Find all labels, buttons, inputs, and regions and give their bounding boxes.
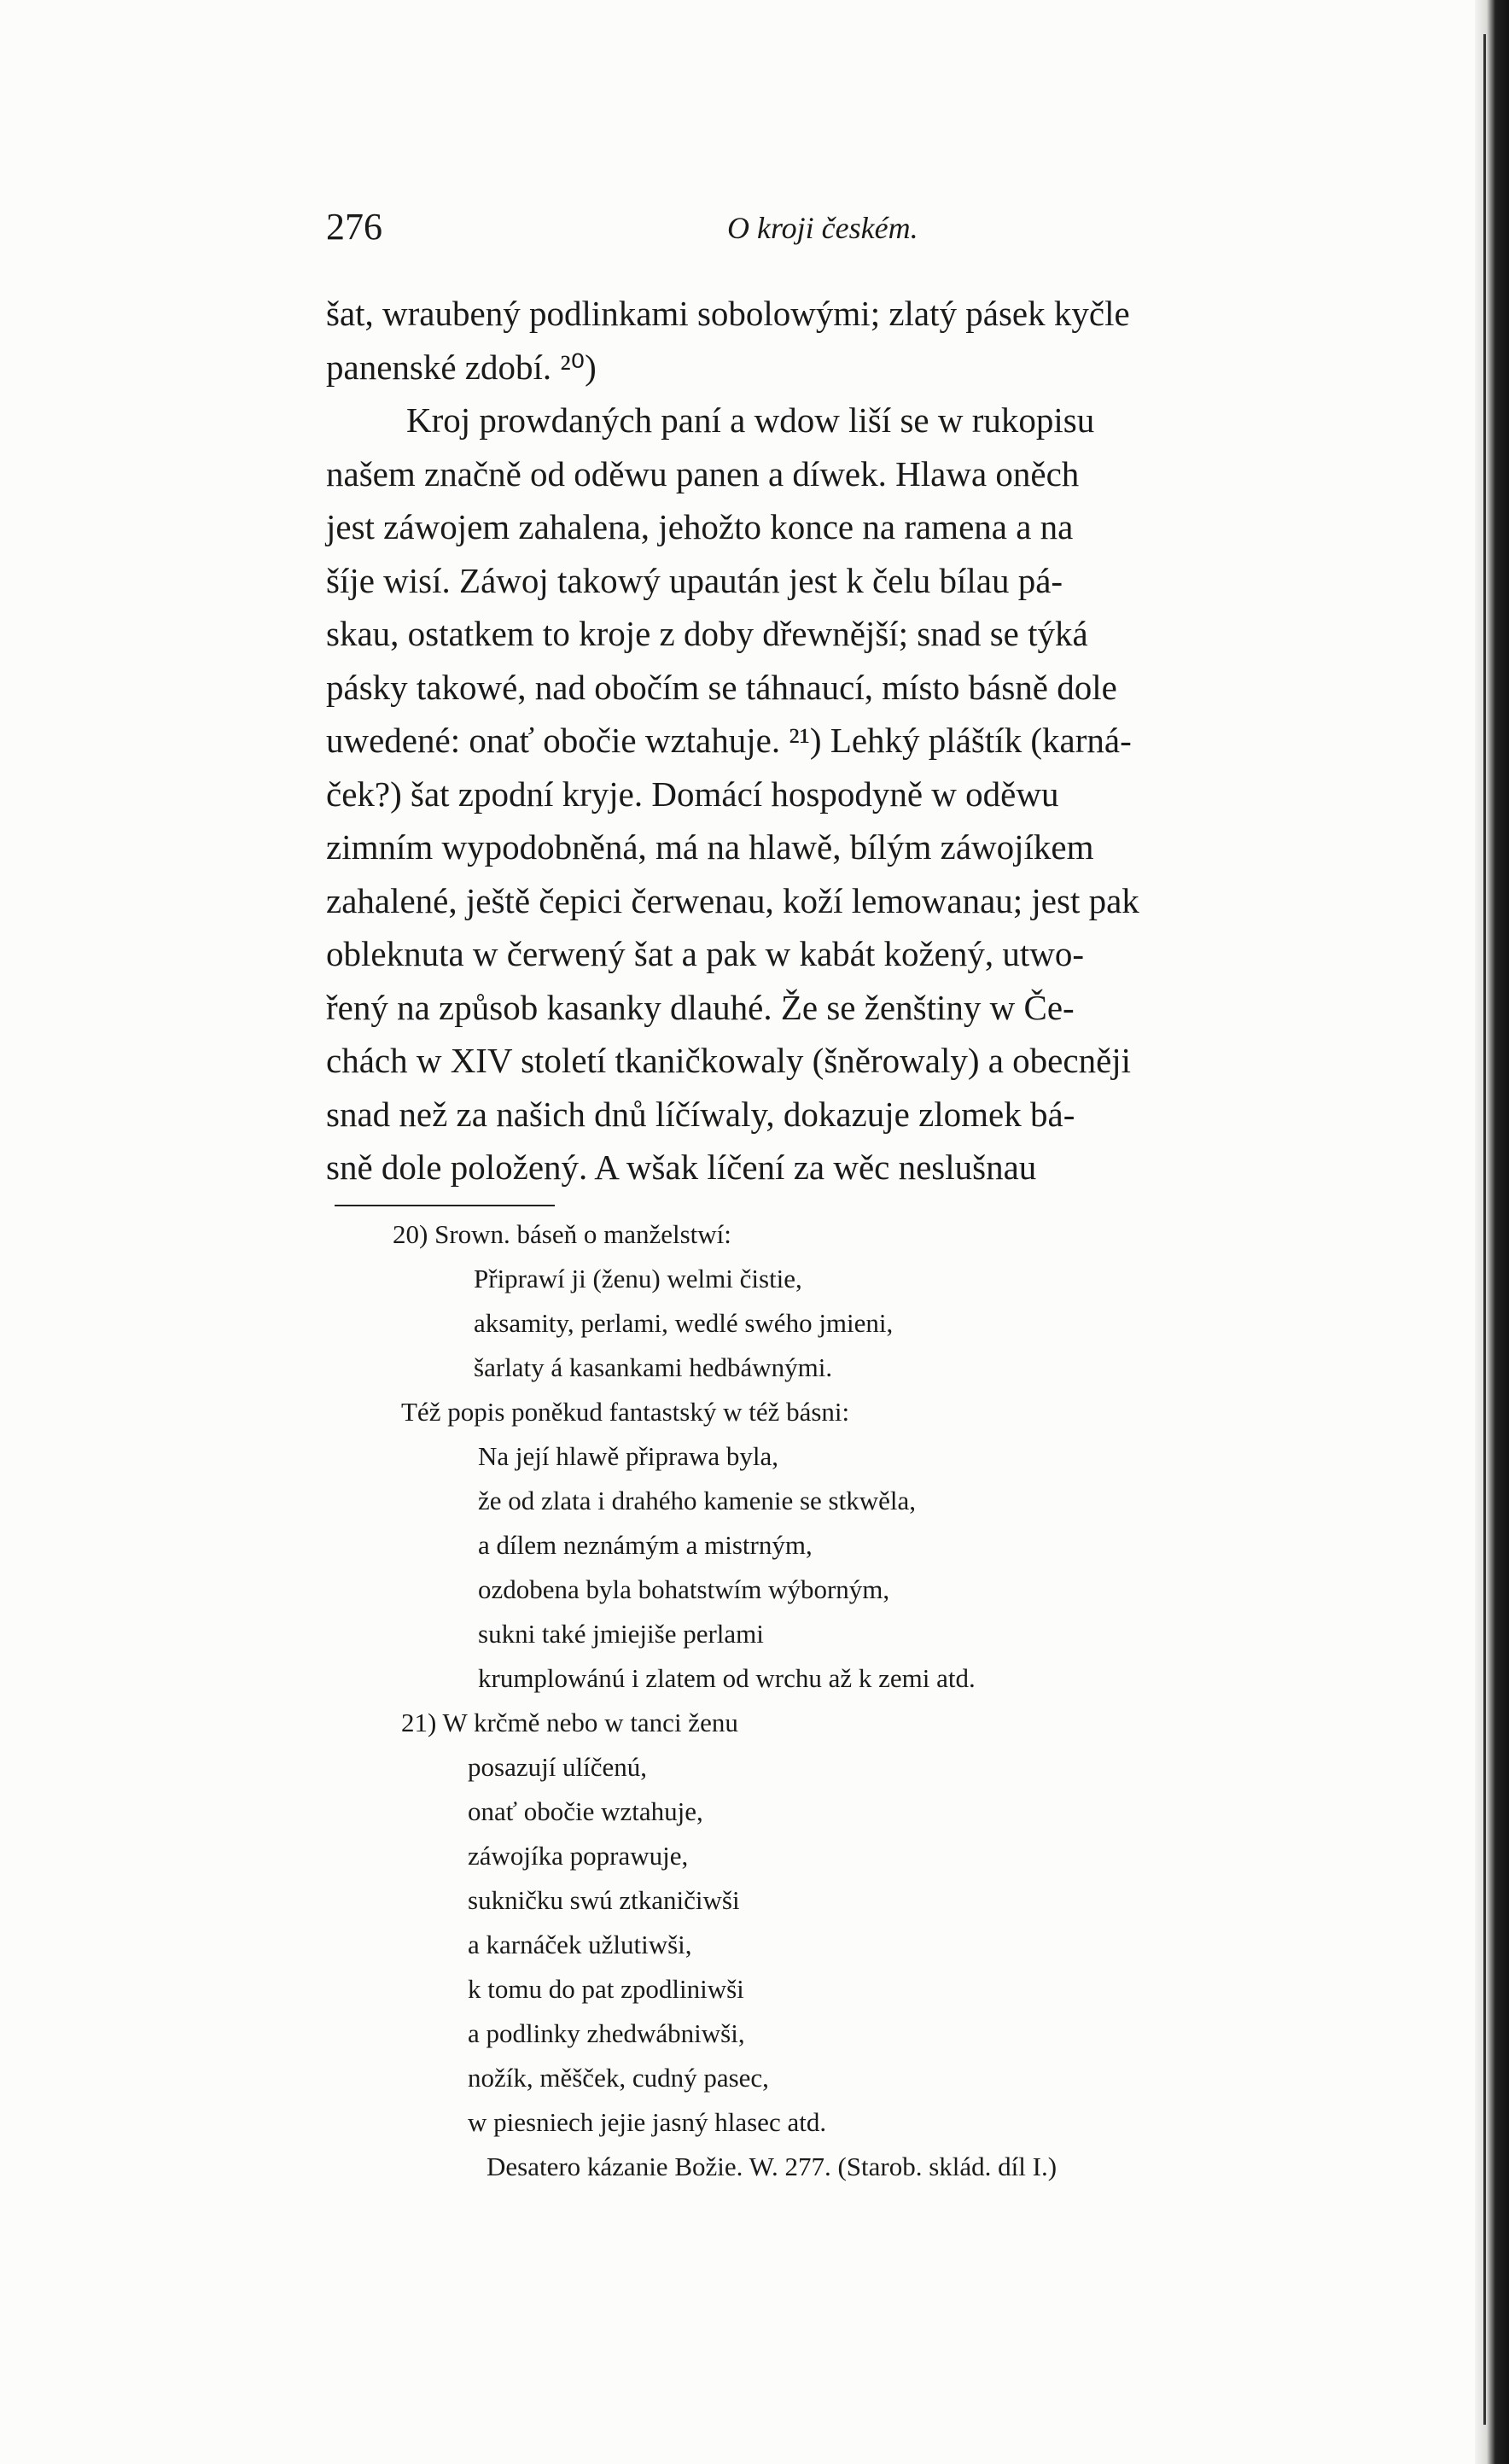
footnote-line: sukničku swú ztkaničiwši [468, 1885, 740, 1915]
text-line: jest záwojem zahalena, jehožto konce na ramena a na [326, 507, 1074, 546]
page-edge-line [1483, 34, 1486, 2425]
footnote-line: ozdobena byla bohatstwím wýborným, [478, 1574, 890, 1604]
footnote-line: w piesniech jejie jasný hlasec atd. [468, 2107, 827, 2137]
text-line: řený na způsob kasanky dlauhé. Že se ženštiny w Če- [326, 987, 1075, 1027]
text-line: zimním wypodobněná, má na hlawě, bílým záwojíkem [326, 827, 1094, 867]
footnote-line: šarlaty á kasankami hedbáwnými. [474, 1352, 833, 1382]
footnote-line: a dílem neznámým a mistrným, [478, 1530, 813, 1560]
text-line: ček?) šat zpodní kryje. Domácí hospodyně w oděwu [326, 774, 1059, 814]
page-number: 276 [326, 206, 382, 248]
text-line: našem značně od oděwu panen a díwek. Hlawa oněch [326, 453, 1080, 493]
text-line: šat, wraubený podlinkami sobolowými; zlatý pásek kyčle [326, 294, 1130, 333]
footnote-line: k tomu do pat zpodliniwši [468, 1974, 744, 2004]
footnote-line: krumplowánú i zlatem od wrchu až k zemi atd. [478, 1663, 976, 1693]
text-line: Kroj prowdaných paní a wdow liší se w rukopisu [406, 400, 1095, 440]
running-title: O kroji českém. [727, 211, 918, 245]
footnote-line: záwojíka poprawuje, [468, 1841, 689, 1871]
footnote-line: a podlinky zhedwábniwši, [468, 2018, 745, 2048]
footnote-line: že od zlata i drahého kamenie se stkwěla, [478, 1486, 916, 1515]
footnote-line: aksamity, perlami, wedlé swého jmieni, [474, 1308, 894, 1338]
text-line: šíje wisí. Záwoj takowý upaután jest k čelu bílau pá- [326, 560, 1063, 600]
book-spine-edge [1475, 0, 1509, 2464]
text-line: zahalené, ještě čepici čerwenau, koží lemowanau; jest pak [326, 880, 1139, 920]
text-line: panenské zdobí. ²⁰) [326, 347, 597, 387]
text-line: chách w XIV století tkaničkowaly (šněrowaly) a obecněji [326, 1041, 1132, 1080]
footnote-line: posazují ulíčenú, [468, 1752, 648, 1782]
footnote-line: Připrawí ji (ženu) welmi čistie, [474, 1264, 802, 1293]
text-line: pásky takowé, nad obočím se táhnaucí, místo básně dole [326, 667, 1117, 707]
footnote-20-label: 20) Srown. báseň o manželstwí: [393, 1219, 731, 1249]
footnote-line: nožík, měšček, cudný pasec, [468, 2063, 769, 2093]
main-text [326, 287, 1363, 1194]
page-header [326, 205, 1363, 256]
footnote-line: Na její hlawě připrawa byla, [478, 1441, 779, 1471]
footnote-rule [335, 1205, 555, 1206]
footnote-line: a karnáček užlutiwši, [468, 1930, 692, 1959]
text-line: sně dole položený. A wšak líčení za wěc neslušnau [326, 1147, 1037, 1187]
text-line: obleknuta w čerwený šat a pak w kabát kožený, utwo- [326, 934, 1085, 973]
text-line: snad než za našich dnů líčíwaly, dokazuje zlomek bá- [326, 1094, 1075, 1134]
text-line: uwedené: onať obočie wztahuje. ²¹) Lehký pláštík (karná- [326, 721, 1132, 760]
footnote-line: sukni také jmiejiše perlami [478, 1619, 764, 1649]
footnote-source: Desatero kázanie Božie. W. 277. (Starob. sklád. díl I.) [486, 2152, 1057, 2181]
footnote-line: onať obočie wztahuje, [468, 1796, 703, 1826]
text-line: skau, ostatkem to kroje z doby dřewnější; snad se týká [326, 614, 1088, 653]
footnote-21-label: 21) W krčmě nebo w tanci ženu [401, 1708, 738, 1737]
footnote-line: Též popis poněkud fantastský w též básni: [401, 1397, 850, 1427]
